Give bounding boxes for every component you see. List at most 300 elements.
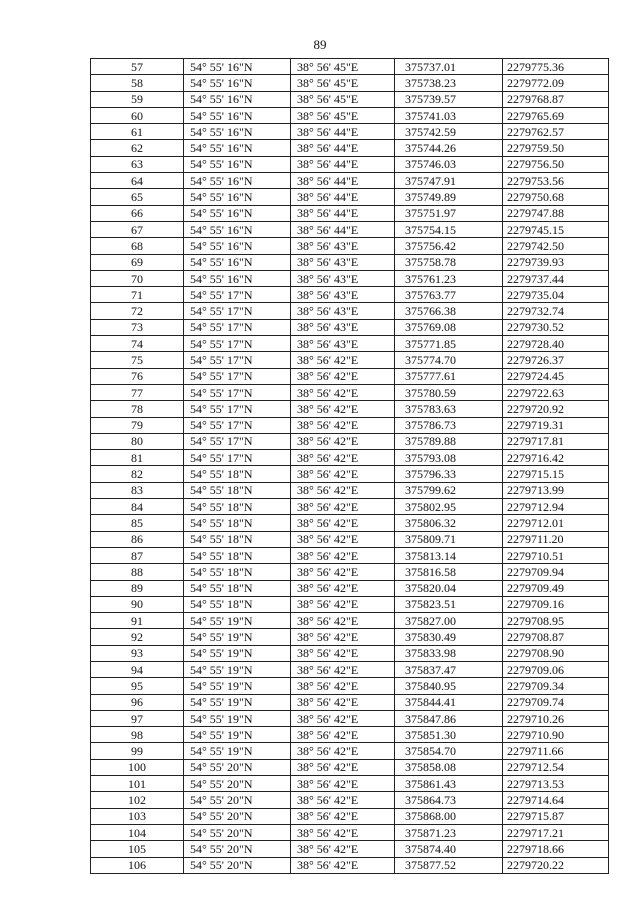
x-coordinate-cell: 375754.15 xyxy=(395,221,503,237)
y-coordinate-cell: 2279732.74 xyxy=(503,303,609,319)
y-coordinate-cell: 2279712.94 xyxy=(503,499,609,515)
x-coordinate-cell: 375749.89 xyxy=(395,189,503,205)
point-number-cell: 67 xyxy=(91,221,184,237)
point-number-cell: 78 xyxy=(91,401,184,417)
latitude-cell: 54° 55' 16"N xyxy=(184,205,291,221)
y-coordinate-cell: 2279737.44 xyxy=(503,270,609,286)
x-coordinate-cell: 375769.08 xyxy=(395,319,503,335)
x-coordinate-cell: 375742.59 xyxy=(395,124,503,140)
x-coordinate-cell: 375806.32 xyxy=(395,515,503,531)
y-coordinate-cell: 2279745.15 xyxy=(503,221,609,237)
point-number-cell: 94 xyxy=(91,661,184,677)
y-coordinate-cell: 2279739.93 xyxy=(503,254,609,270)
table-row xyxy=(91,124,609,140)
longitude-cell: 38° 56' 42"E xyxy=(291,433,395,449)
table-row xyxy=(91,531,609,547)
table-row xyxy=(91,270,609,286)
longitude-cell: 38° 56' 42"E xyxy=(291,531,395,547)
longitude-cell: 38° 56' 43"E xyxy=(291,270,395,286)
point-number-cell: 69 xyxy=(91,254,184,270)
table-row xyxy=(91,613,609,629)
point-number-cell: 75 xyxy=(91,352,184,368)
latitude-cell: 54° 55' 16"N xyxy=(184,221,291,237)
table-row xyxy=(91,808,609,824)
longitude-cell: 38° 56' 42"E xyxy=(291,661,395,677)
latitude-cell: 54° 55' 19"N xyxy=(184,710,291,726)
y-coordinate-cell: 2279750.68 xyxy=(503,189,609,205)
y-coordinate-cell: 2279715.87 xyxy=(503,808,609,824)
point-number-cell: 93 xyxy=(91,645,184,661)
table-row xyxy=(91,75,609,91)
latitude-cell: 54° 55' 18"N xyxy=(184,564,291,580)
latitude-cell: 54° 55' 19"N xyxy=(184,727,291,743)
x-coordinate-cell: 375871.23 xyxy=(395,824,503,840)
y-coordinate-cell: 2279747.88 xyxy=(503,205,609,221)
latitude-cell: 54° 55' 20"N xyxy=(184,792,291,808)
x-coordinate-cell: 375739.57 xyxy=(395,91,503,107)
y-coordinate-cell: 2279713.99 xyxy=(503,482,609,498)
longitude-cell: 38° 56' 42"E xyxy=(291,629,395,645)
y-coordinate-cell: 2279719.31 xyxy=(503,417,609,433)
latitude-cell: 54° 55' 19"N xyxy=(184,613,291,629)
table-row xyxy=(91,91,609,107)
longitude-cell: 38° 56' 42"E xyxy=(291,450,395,466)
point-number-cell: 57 xyxy=(91,59,184,75)
latitude-cell: 54° 55' 19"N xyxy=(184,694,291,710)
latitude-cell: 54° 55' 16"N xyxy=(184,189,291,205)
y-coordinate-cell: 2279742.50 xyxy=(503,238,609,254)
x-coordinate-cell: 375756.42 xyxy=(395,238,503,254)
latitude-cell: 54° 55' 17"N xyxy=(184,303,291,319)
x-coordinate-cell: 375783.63 xyxy=(395,401,503,417)
x-coordinate-cell: 375823.51 xyxy=(395,596,503,612)
point-number-cell: 79 xyxy=(91,417,184,433)
longitude-cell: 38° 56' 42"E xyxy=(291,352,395,368)
table-row xyxy=(91,547,609,563)
longitude-cell: 38° 56' 42"E xyxy=(291,466,395,482)
y-coordinate-cell: 2279712.01 xyxy=(503,515,609,531)
latitude-cell: 54° 55' 19"N xyxy=(184,743,291,759)
latitude-cell: 54° 55' 17"N xyxy=(184,384,291,400)
y-coordinate-cell: 2279765.69 xyxy=(503,107,609,123)
x-coordinate-cell: 375751.97 xyxy=(395,205,503,221)
latitude-cell: 54° 55' 20"N xyxy=(184,808,291,824)
longitude-cell: 38° 56' 42"E xyxy=(291,776,395,792)
latitude-cell: 54° 55' 19"N xyxy=(184,645,291,661)
table-row xyxy=(91,384,609,400)
table-row xyxy=(91,564,609,580)
longitude-cell: 38° 56' 42"E xyxy=(291,710,395,726)
y-coordinate-cell: 2279708.95 xyxy=(503,613,609,629)
table-row xyxy=(91,287,609,303)
latitude-cell: 54° 55' 16"N xyxy=(184,156,291,172)
y-coordinate-cell: 2279720.92 xyxy=(503,401,609,417)
coordinates-table-body xyxy=(91,59,609,874)
longitude-cell: 38° 56' 44"E xyxy=(291,124,395,140)
latitude-cell: 54° 55' 20"N xyxy=(184,841,291,857)
point-number-cell: 90 xyxy=(91,596,184,612)
point-number-cell: 58 xyxy=(91,75,184,91)
y-coordinate-cell: 2279722.63 xyxy=(503,384,609,400)
latitude-cell: 54° 55' 17"N xyxy=(184,401,291,417)
table-row xyxy=(91,417,609,433)
x-coordinate-cell: 375847.86 xyxy=(395,710,503,726)
table-row xyxy=(91,499,609,515)
y-coordinate-cell: 2279728.40 xyxy=(503,336,609,352)
latitude-cell: 54° 55' 16"N xyxy=(184,124,291,140)
latitude-cell: 54° 55' 17"N xyxy=(184,433,291,449)
point-number-cell: 103 xyxy=(91,808,184,824)
point-number-cell: 92 xyxy=(91,629,184,645)
x-coordinate-cell: 375861.43 xyxy=(395,776,503,792)
latitude-cell: 54° 55' 18"N xyxy=(184,466,291,482)
table-row xyxy=(91,450,609,466)
latitude-cell: 54° 55' 17"N xyxy=(184,450,291,466)
table-row xyxy=(91,156,609,172)
longitude-cell: 38° 56' 42"E xyxy=(291,401,395,417)
longitude-cell: 38° 56' 42"E xyxy=(291,564,395,580)
latitude-cell: 54° 55' 18"N xyxy=(184,482,291,498)
y-coordinate-cell: 2279716.42 xyxy=(503,450,609,466)
longitude-cell: 38° 56' 42"E xyxy=(291,515,395,531)
table-row xyxy=(91,466,609,482)
x-coordinate-cell: 375799.62 xyxy=(395,482,503,498)
latitude-cell: 54° 55' 19"N xyxy=(184,678,291,694)
latitude-cell: 54° 55' 16"N xyxy=(184,238,291,254)
x-coordinate-cell: 375868.00 xyxy=(395,808,503,824)
table-row xyxy=(91,629,609,645)
longitude-cell: 38° 56' 42"E xyxy=(291,384,395,400)
table-row xyxy=(91,433,609,449)
point-number-cell: 88 xyxy=(91,564,184,580)
x-coordinate-cell: 375774.70 xyxy=(395,352,503,368)
longitude-cell: 38° 56' 43"E xyxy=(291,254,395,270)
y-coordinate-cell: 2279720.22 xyxy=(503,857,609,873)
x-coordinate-cell: 375758.78 xyxy=(395,254,503,270)
longitude-cell: 38° 56' 45"E xyxy=(291,59,395,75)
table-row xyxy=(91,710,609,726)
x-coordinate-cell: 375737.01 xyxy=(395,59,503,75)
x-coordinate-cell: 375746.03 xyxy=(395,156,503,172)
y-coordinate-cell: 2279735.04 xyxy=(503,287,609,303)
x-coordinate-cell: 375789.88 xyxy=(395,433,503,449)
table-row xyxy=(91,368,609,384)
latitude-cell: 54° 55' 18"N xyxy=(184,515,291,531)
table-row xyxy=(91,645,609,661)
table-row xyxy=(91,694,609,710)
x-coordinate-cell: 375858.08 xyxy=(395,759,503,775)
y-coordinate-cell: 2279713.53 xyxy=(503,776,609,792)
longitude-cell: 38° 56' 42"E xyxy=(291,678,395,694)
point-number-cell: 62 xyxy=(91,140,184,156)
y-coordinate-cell: 2279715.15 xyxy=(503,466,609,482)
table-row xyxy=(91,824,609,840)
latitude-cell: 54° 55' 17"N xyxy=(184,352,291,368)
table-row xyxy=(91,857,609,873)
x-coordinate-cell: 375741.03 xyxy=(395,107,503,123)
x-coordinate-cell: 375827.00 xyxy=(395,613,503,629)
x-coordinate-cell: 375864.73 xyxy=(395,792,503,808)
point-number-cell: 81 xyxy=(91,450,184,466)
y-coordinate-cell: 2279709.16 xyxy=(503,596,609,612)
longitude-cell: 38° 56' 42"E xyxy=(291,841,395,857)
table-row xyxy=(91,107,609,123)
table-row xyxy=(91,205,609,221)
table-row xyxy=(91,678,609,694)
y-coordinate-cell: 2279718.66 xyxy=(503,841,609,857)
y-coordinate-cell: 2279726.37 xyxy=(503,352,609,368)
y-coordinate-cell: 2279709.49 xyxy=(503,580,609,596)
point-number-cell: 60 xyxy=(91,107,184,123)
point-number-cell: 100 xyxy=(91,759,184,775)
longitude-cell: 38° 56' 43"E xyxy=(291,336,395,352)
latitude-cell: 54° 55' 20"N xyxy=(184,776,291,792)
longitude-cell: 38° 56' 44"E xyxy=(291,140,395,156)
latitude-cell: 54° 55' 18"N xyxy=(184,596,291,612)
y-coordinate-cell: 2279711.20 xyxy=(503,531,609,547)
longitude-cell: 38° 56' 42"E xyxy=(291,580,395,596)
x-coordinate-cell: 375793.08 xyxy=(395,450,503,466)
x-coordinate-cell: 375761.23 xyxy=(395,270,503,286)
x-coordinate-cell: 375816.58 xyxy=(395,564,503,580)
latitude-cell: 54° 55' 18"N xyxy=(184,547,291,563)
y-coordinate-cell: 2279708.87 xyxy=(503,629,609,645)
latitude-cell: 54° 55' 18"N xyxy=(184,580,291,596)
latitude-cell: 54° 55' 17"N xyxy=(184,319,291,335)
longitude-cell: 38° 56' 42"E xyxy=(291,645,395,661)
table-row xyxy=(91,221,609,237)
y-coordinate-cell: 2279717.21 xyxy=(503,824,609,840)
longitude-cell: 38° 56' 43"E xyxy=(291,238,395,254)
x-coordinate-cell: 375854.70 xyxy=(395,743,503,759)
latitude-cell: 54° 55' 19"N xyxy=(184,661,291,677)
coordinates-table xyxy=(90,58,609,874)
longitude-cell: 38° 56' 42"E xyxy=(291,596,395,612)
point-number-cell: 63 xyxy=(91,156,184,172)
x-coordinate-cell: 375844.41 xyxy=(395,694,503,710)
point-number-cell: 91 xyxy=(91,613,184,629)
x-coordinate-cell: 375786.73 xyxy=(395,417,503,433)
latitude-cell: 54° 55' 16"N xyxy=(184,107,291,123)
longitude-cell: 38° 56' 43"E xyxy=(291,287,395,303)
table-row xyxy=(91,140,609,156)
table-row xyxy=(91,515,609,531)
longitude-cell: 38° 56' 42"E xyxy=(291,547,395,563)
point-number-cell: 70 xyxy=(91,270,184,286)
y-coordinate-cell: 2279711.66 xyxy=(503,743,609,759)
y-coordinate-cell: 2279709.34 xyxy=(503,678,609,694)
latitude-cell: 54° 55' 16"N xyxy=(184,59,291,75)
latitude-cell: 54° 55' 16"N xyxy=(184,270,291,286)
latitude-cell: 54° 55' 16"N xyxy=(184,75,291,91)
longitude-cell: 38° 56' 42"E xyxy=(291,857,395,873)
longitude-cell: 38° 56' 44"E xyxy=(291,173,395,189)
point-number-cell: 95 xyxy=(91,678,184,694)
table-row xyxy=(91,59,609,75)
latitude-cell: 54° 55' 17"N xyxy=(184,417,291,433)
latitude-cell: 54° 55' 20"N xyxy=(184,759,291,775)
table-row xyxy=(91,661,609,677)
y-coordinate-cell: 2279768.87 xyxy=(503,91,609,107)
table-row xyxy=(91,352,609,368)
table-row xyxy=(91,841,609,857)
y-coordinate-cell: 2279772.09 xyxy=(503,75,609,91)
point-number-cell: 97 xyxy=(91,710,184,726)
y-coordinate-cell: 2279753.56 xyxy=(503,173,609,189)
point-number-cell: 80 xyxy=(91,433,184,449)
table-row xyxy=(91,173,609,189)
longitude-cell: 38° 56' 43"E xyxy=(291,303,395,319)
y-coordinate-cell: 2279714.64 xyxy=(503,792,609,808)
y-coordinate-cell: 2279730.52 xyxy=(503,319,609,335)
longitude-cell: 38° 56' 42"E xyxy=(291,808,395,824)
x-coordinate-cell: 375747.91 xyxy=(395,173,503,189)
x-coordinate-cell: 375744.26 xyxy=(395,140,503,156)
latitude-cell: 54° 55' 16"N xyxy=(184,140,291,156)
y-coordinate-cell: 2279775.36 xyxy=(503,59,609,75)
x-coordinate-cell: 375780.59 xyxy=(395,384,503,400)
latitude-cell: 54° 55' 19"N xyxy=(184,629,291,645)
latitude-cell: 54° 55' 20"N xyxy=(184,857,291,873)
latitude-cell: 54° 55' 17"N xyxy=(184,336,291,352)
y-coordinate-cell: 2279759.50 xyxy=(503,140,609,156)
y-coordinate-cell: 2279710.51 xyxy=(503,547,609,563)
table-row xyxy=(91,792,609,808)
longitude-cell: 38° 56' 42"E xyxy=(291,824,395,840)
y-coordinate-cell: 2279710.26 xyxy=(503,710,609,726)
point-number-cell: 68 xyxy=(91,238,184,254)
latitude-cell: 54° 55' 16"N xyxy=(184,254,291,270)
table-row xyxy=(91,596,609,612)
latitude-cell: 54° 55' 16"N xyxy=(184,173,291,189)
x-coordinate-cell: 375830.49 xyxy=(395,629,503,645)
y-coordinate-cell: 2279709.74 xyxy=(503,694,609,710)
point-number-cell: 102 xyxy=(91,792,184,808)
table-row xyxy=(91,336,609,352)
point-number-cell: 64 xyxy=(91,173,184,189)
table-row xyxy=(91,189,609,205)
table-row xyxy=(91,401,609,417)
point-number-cell: 99 xyxy=(91,743,184,759)
longitude-cell: 38° 56' 44"E xyxy=(291,205,395,221)
point-number-cell: 65 xyxy=(91,189,184,205)
x-coordinate-cell: 375874.40 xyxy=(395,841,503,857)
x-coordinate-cell: 375820.04 xyxy=(395,580,503,596)
y-coordinate-cell: 2279762.57 xyxy=(503,124,609,140)
longitude-cell: 38° 56' 43"E xyxy=(291,319,395,335)
point-number-cell: 104 xyxy=(91,824,184,840)
y-coordinate-cell: 2279709.06 xyxy=(503,661,609,677)
table-row xyxy=(91,580,609,596)
x-coordinate-cell: 375813.14 xyxy=(395,547,503,563)
table-row xyxy=(91,482,609,498)
table-row xyxy=(91,303,609,319)
y-coordinate-cell: 2279708.90 xyxy=(503,645,609,661)
point-number-cell: 77 xyxy=(91,384,184,400)
x-coordinate-cell: 375802.95 xyxy=(395,499,503,515)
longitude-cell: 38° 56' 44"E xyxy=(291,189,395,205)
longitude-cell: 38° 56' 42"E xyxy=(291,417,395,433)
table-row xyxy=(91,727,609,743)
point-number-cell: 105 xyxy=(91,841,184,857)
point-number-cell: 106 xyxy=(91,857,184,873)
point-number-cell: 59 xyxy=(91,91,184,107)
y-coordinate-cell: 2279717.81 xyxy=(503,433,609,449)
longitude-cell: 38° 56' 44"E xyxy=(291,221,395,237)
y-coordinate-cell: 2279756.50 xyxy=(503,156,609,172)
longitude-cell: 38° 56' 42"E xyxy=(291,482,395,498)
latitude-cell: 54° 55' 16"N xyxy=(184,91,291,107)
table-row xyxy=(91,319,609,335)
table-row xyxy=(91,743,609,759)
y-coordinate-cell: 2279710.90 xyxy=(503,727,609,743)
point-number-cell: 73 xyxy=(91,319,184,335)
point-number-cell: 96 xyxy=(91,694,184,710)
x-coordinate-cell: 375771.85 xyxy=(395,336,503,352)
point-number-cell: 74 xyxy=(91,336,184,352)
point-number-cell: 98 xyxy=(91,727,184,743)
point-number-cell: 82 xyxy=(91,466,184,482)
point-number-cell: 66 xyxy=(91,205,184,221)
latitude-cell: 54° 55' 18"N xyxy=(184,531,291,547)
longitude-cell: 38° 56' 45"E xyxy=(291,107,395,123)
longitude-cell: 38° 56' 42"E xyxy=(291,613,395,629)
latitude-cell: 54° 55' 18"N xyxy=(184,499,291,515)
x-coordinate-cell: 375766.38 xyxy=(395,303,503,319)
x-coordinate-cell: 375809.71 xyxy=(395,531,503,547)
latitude-cell: 54° 55' 20"N xyxy=(184,824,291,840)
longitude-cell: 38° 56' 42"E xyxy=(291,792,395,808)
page-number: 89 xyxy=(313,37,327,52)
point-number-cell: 101 xyxy=(91,776,184,792)
longitude-cell: 38° 56' 42"E xyxy=(291,759,395,775)
longitude-cell: 38° 56' 42"E xyxy=(291,727,395,743)
latitude-cell: 54° 55' 17"N xyxy=(184,287,291,303)
point-number-cell: 71 xyxy=(91,287,184,303)
longitude-cell: 38° 56' 45"E xyxy=(291,91,395,107)
x-coordinate-cell: 375777.61 xyxy=(395,368,503,384)
point-number-cell: 84 xyxy=(91,499,184,515)
point-number-cell: 83 xyxy=(91,482,184,498)
point-number-cell: 85 xyxy=(91,515,184,531)
longitude-cell: 38° 56' 42"E xyxy=(291,368,395,384)
y-coordinate-cell: 2279724.45 xyxy=(503,368,609,384)
longitude-cell: 38° 56' 44"E xyxy=(291,156,395,172)
table-row xyxy=(91,238,609,254)
point-number-cell: 89 xyxy=(91,580,184,596)
longitude-cell: 38° 56' 42"E xyxy=(291,499,395,515)
longitude-cell: 38° 56' 42"E xyxy=(291,743,395,759)
longitude-cell: 38° 56' 42"E xyxy=(291,694,395,710)
x-coordinate-cell: 375796.33 xyxy=(395,466,503,482)
point-number-cell: 72 xyxy=(91,303,184,319)
x-coordinate-cell: 375738.23 xyxy=(395,75,503,91)
x-coordinate-cell: 375877.52 xyxy=(395,857,503,873)
longitude-cell: 38° 56' 45"E xyxy=(291,75,395,91)
table-row xyxy=(91,776,609,792)
x-coordinate-cell: 375833.98 xyxy=(395,645,503,661)
x-coordinate-cell: 375851.30 xyxy=(395,727,503,743)
x-coordinate-cell: 375763.77 xyxy=(395,287,503,303)
point-number-cell: 61 xyxy=(91,124,184,140)
point-number-cell: 87 xyxy=(91,547,184,563)
y-coordinate-cell: 2279712.54 xyxy=(503,759,609,775)
table-row xyxy=(91,759,609,775)
latitude-cell: 54° 55' 17"N xyxy=(184,368,291,384)
point-number-cell: 76 xyxy=(91,368,184,384)
x-coordinate-cell: 375837.47 xyxy=(395,661,503,677)
x-coordinate-cell: 375840.95 xyxy=(395,678,503,694)
